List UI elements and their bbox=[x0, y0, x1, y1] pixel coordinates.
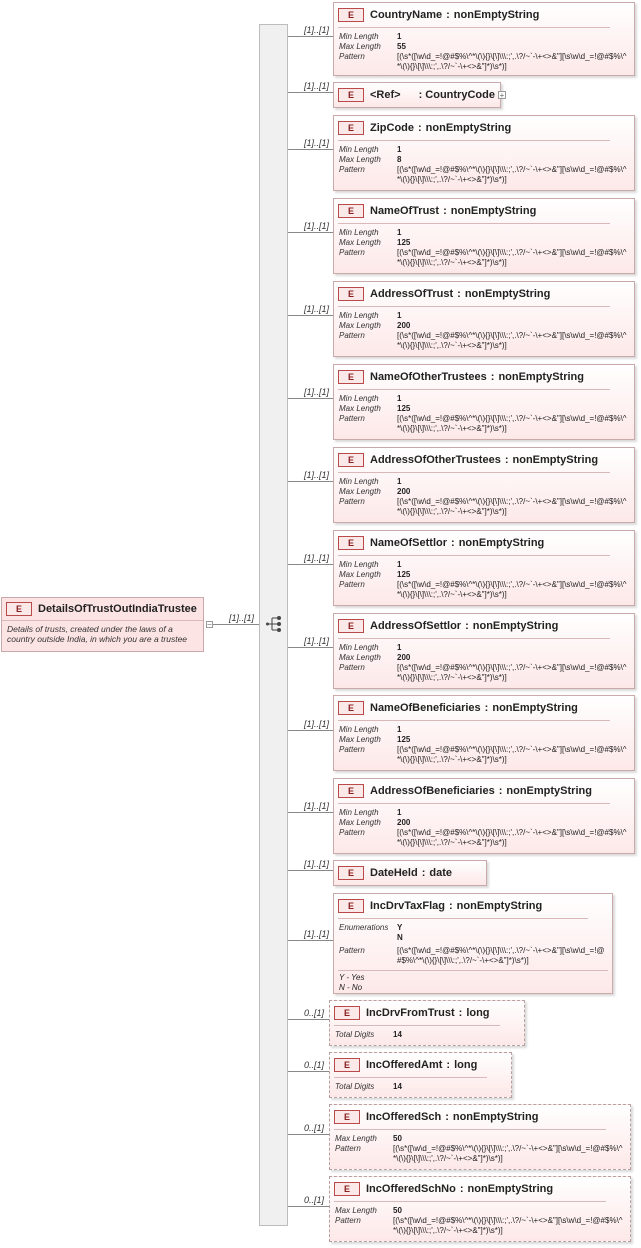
min-length-row-label: Min Length bbox=[339, 560, 379, 569]
max-length-row-label: Max Length bbox=[339, 735, 381, 744]
cardinality-label: [1]..[1] bbox=[304, 470, 330, 480]
connector-line bbox=[288, 1206, 329, 1207]
root-element-name: DetailsOfTrustOutIndiaTrustee bbox=[38, 603, 197, 615]
element-box-inc-drv-tax-flag[interactable] bbox=[333, 893, 613, 994]
cardinality-label: 0..[1] bbox=[304, 1008, 325, 1018]
root-element-documentation: Details of trusts, created under the laws of a country outside India, in which you are a trustee bbox=[7, 624, 188, 644]
element-header bbox=[334, 83, 500, 107]
element-badge-icon: E bbox=[338, 370, 364, 384]
pattern-row-label: Pattern bbox=[339, 946, 365, 955]
doc-separator bbox=[338, 970, 608, 971]
header-separator bbox=[338, 472, 610, 473]
min-length-row bbox=[334, 32, 634, 42]
element-header bbox=[334, 199, 634, 223]
element-badge-icon: E bbox=[338, 88, 364, 102]
min-length-row-label: Min Length bbox=[339, 808, 379, 817]
pattern-row-label: Pattern bbox=[339, 663, 365, 672]
connector-line bbox=[288, 481, 333, 482]
connector-line bbox=[288, 1134, 329, 1135]
element-name: NameOfSettlor bbox=[370, 537, 448, 549]
element-badge-icon: E bbox=[334, 1110, 360, 1124]
pattern-row bbox=[334, 946, 612, 966]
type-separator: : bbox=[445, 1111, 449, 1123]
element-header bbox=[330, 1177, 630, 1201]
enumerations-row-label: Enumerations bbox=[339, 923, 389, 932]
element-badge-icon: E bbox=[334, 1182, 360, 1196]
header-separator bbox=[338, 638, 610, 639]
type-separator: : bbox=[421, 867, 426, 879]
total-digits-row bbox=[330, 1030, 524, 1040]
max-length-row bbox=[330, 1206, 630, 1216]
total-digits-row bbox=[330, 1082, 511, 1092]
element-badge-icon: E bbox=[338, 784, 364, 798]
min-length-row bbox=[334, 228, 634, 238]
min-length-row-value: 1 bbox=[397, 560, 402, 569]
pattern-row-label: Pattern bbox=[339, 248, 365, 257]
element-badge-icon: E bbox=[338, 536, 364, 550]
pattern-row-value: [(\s*([\w\d_=!@#$%\^*\(\){}\[\]\\\:;',.\?/~`-\+<>&"][\s\w\d_=!@#$%\^*\(\){}\[\]\\\:;',.\?/~`-\+<>&"]*)\s*)] bbox=[397, 165, 627, 184]
min-length-row-label: Min Length bbox=[339, 643, 379, 652]
max-length-row bbox=[334, 570, 634, 580]
connector-line bbox=[288, 398, 333, 399]
min-length-row-label: Min Length bbox=[339, 725, 379, 734]
header-separator bbox=[338, 720, 610, 721]
element-type: nonEmptyString bbox=[472, 620, 559, 632]
max-length-row-label: Max Length bbox=[339, 404, 381, 413]
max-length-row bbox=[334, 487, 634, 497]
element-header bbox=[334, 3, 634, 27]
element-box-address-of-settlor[interactable] bbox=[333, 613, 635, 689]
type-separator: : bbox=[490, 371, 495, 383]
connector-line bbox=[288, 36, 333, 37]
type-separator: : bbox=[451, 537, 455, 549]
element-header bbox=[334, 614, 634, 638]
header-separator bbox=[338, 140, 610, 141]
element-type: nonEmptyString bbox=[492, 702, 578, 714]
element-name: DateHeld bbox=[370, 867, 418, 879]
max-length-row-label: Max Length bbox=[339, 238, 381, 247]
sequence-icon[interactable] bbox=[266, 615, 282, 633]
max-length-row-value: 8 bbox=[397, 155, 402, 164]
pattern-row-label: Pattern bbox=[339, 414, 365, 423]
pattern-row-label: Pattern bbox=[335, 1216, 361, 1225]
pattern-row-label: Pattern bbox=[339, 745, 365, 754]
pattern-row-value: [(\s*([\w\d_=!@#$%\^*\(\){}\[\]\\\:;',.\?/~`-\+<>&"][\s\w\d_=!@#$%\^*\(\){}\[\]\\\:;',.\?/~`-\+<>&"]*)\s*)] bbox=[397, 828, 627, 847]
type-separator: : bbox=[459, 1183, 464, 1195]
header-separator bbox=[338, 27, 610, 28]
element-header bbox=[330, 1001, 524, 1025]
element-box-inc-offered-sch-no[interactable] bbox=[329, 1176, 631, 1242]
max-length-row-value: 200 bbox=[397, 653, 411, 662]
min-length-row-label: Min Length bbox=[339, 228, 379, 237]
element-type: long bbox=[454, 1059, 478, 1071]
element-box-inc-offered-amt[interactable] bbox=[329, 1052, 512, 1098]
ref-label: <Ref> bbox=[370, 89, 401, 101]
max-length-row bbox=[334, 735, 634, 745]
connector-line bbox=[288, 870, 333, 871]
min-length-row-value: 1 bbox=[397, 477, 402, 486]
header-separator bbox=[338, 555, 610, 556]
max-length-row-value: 200 bbox=[397, 818, 411, 827]
pattern-row bbox=[334, 414, 634, 434]
element-box-name-of-beneficiaries[interactable] bbox=[333, 695, 635, 771]
connector-line bbox=[288, 232, 333, 233]
max-length-row bbox=[334, 404, 634, 414]
element-name: AddressOfBeneficiaries bbox=[370, 785, 495, 797]
connector-line bbox=[288, 647, 333, 648]
min-length-row-value: 1 bbox=[397, 311, 402, 320]
element-header bbox=[334, 894, 612, 918]
element-header bbox=[334, 282, 634, 306]
cardinality-label: 0..[1] bbox=[304, 1195, 325, 1205]
cardinality-label: [1]..[1] bbox=[304, 81, 330, 91]
connector-line bbox=[288, 564, 333, 565]
element-header bbox=[334, 531, 634, 555]
type-separator: : bbox=[457, 288, 461, 300]
max-length-row bbox=[334, 238, 634, 248]
min-length-row bbox=[334, 560, 634, 570]
element-type: nonEmptyString bbox=[467, 1183, 554, 1195]
max-length-row-value: 50 bbox=[393, 1134, 402, 1143]
total-digits-row-value: 14 bbox=[393, 1030, 402, 1039]
pattern-row bbox=[334, 828, 634, 848]
element-name: NameOfOtherTrustees bbox=[370, 371, 487, 383]
element-name: IncOfferedAmt bbox=[366, 1059, 443, 1071]
header-separator bbox=[334, 1025, 500, 1026]
element-box-inc-drv-from-trust[interactable] bbox=[329, 1000, 525, 1046]
element-badge-icon: E bbox=[338, 287, 364, 301]
pattern-row-label: Pattern bbox=[339, 165, 365, 174]
enumerations-row bbox=[334, 923, 612, 943]
expand-toggle[interactable]: + bbox=[499, 91, 505, 100]
element-type: nonEmptyString bbox=[452, 1111, 539, 1123]
element-name: IncDrvFromTrust bbox=[366, 1007, 455, 1019]
element-badge-icon: E bbox=[338, 121, 364, 135]
cardinality-label: [1]..[1] bbox=[304, 25, 330, 35]
pattern-row-label: Pattern bbox=[339, 580, 365, 589]
element-box-address-of-beneficiaries[interactable] bbox=[333, 778, 635, 854]
max-length-row bbox=[334, 42, 634, 52]
max-length-row bbox=[334, 653, 634, 663]
element-type: nonEmptyString bbox=[425, 122, 512, 134]
element-header bbox=[334, 365, 634, 389]
element-badge-icon: E bbox=[338, 619, 364, 633]
max-length-row-value: 50 bbox=[393, 1206, 402, 1215]
element-box-zip-code[interactable] bbox=[333, 115, 635, 191]
header-separator bbox=[338, 918, 588, 919]
element-name: AddressOfTrust bbox=[370, 288, 454, 300]
root-element-header bbox=[2, 598, 203, 621]
min-length-row-value: 1 bbox=[397, 808, 402, 817]
header-separator bbox=[338, 306, 610, 307]
connector-line bbox=[288, 315, 333, 316]
element-type: nonEmptyString bbox=[498, 371, 584, 383]
element-type: nonEmptyString bbox=[450, 205, 537, 217]
pattern-row bbox=[330, 1216, 630, 1236]
max-length-row-value: 200 bbox=[397, 487, 411, 496]
root-connector-line bbox=[213, 624, 259, 625]
min-length-row-value: 1 bbox=[397, 394, 402, 403]
min-length-row-value: 1 bbox=[397, 32, 402, 41]
element-header bbox=[334, 861, 486, 885]
element-badge-icon: E bbox=[338, 701, 364, 715]
element-name: IncDrvTaxFlag bbox=[370, 900, 445, 912]
header-separator bbox=[338, 803, 610, 804]
cardinality-label: [1]..[1] bbox=[304, 553, 330, 563]
cardinality-label: [1]..[1] bbox=[304, 801, 330, 811]
element-box-address-of-other-trustees[interactable] bbox=[333, 447, 635, 523]
root-element-box[interactable] bbox=[1, 597, 204, 652]
pattern-row bbox=[330, 1144, 630, 1164]
max-length-row-label: Max Length bbox=[339, 487, 381, 496]
pattern-row bbox=[334, 745, 634, 765]
max-length-row-label: Max Length bbox=[339, 818, 381, 827]
element-type: nonEmptyString bbox=[453, 9, 540, 21]
element-type: nonEmptyString bbox=[456, 900, 543, 912]
element-name: IncOfferedSchNo bbox=[366, 1183, 456, 1195]
min-length-row bbox=[334, 643, 634, 653]
cardinality-label: 0..[1] bbox=[304, 1123, 325, 1133]
element-type: date bbox=[429, 867, 452, 879]
pattern-row-label: Pattern bbox=[335, 1144, 361, 1153]
pattern-row-value: [(\s*([\w\d_=!@#$%\^*\(\){}\[\]\\\:;',.\?/~`-\+<>&"][\s\w\d_=!@#$%\^*\(\){}\[\]\\\:;',.\?/~`-\+<>&"]*)\s*)] bbox=[397, 580, 627, 599]
element-documentation: Y - Yes N - No bbox=[339, 973, 365, 992]
pattern-row-value: [(\s*([\w\d_=!@#$%\^*\(\){}\[\]\\\:;',.\?/~`-\+<>&"][\s\w\d_=!@#$%\^*\(\){}\[\]\\\:;',.\?/~`-\+<>&"]*)\s*)] bbox=[393, 1144, 623, 1163]
element-name: ZipCode bbox=[370, 122, 414, 134]
type-separator: : bbox=[484, 702, 489, 714]
max-length-row-value: 125 bbox=[397, 735, 411, 744]
element-box-country-code[interactable] bbox=[333, 82, 505, 108]
max-length-row-value: 125 bbox=[397, 570, 411, 579]
pattern-row-value: [(\s*([\w\d_=!@#$%\^*\(\){}\[\]\\\:;',.\?/~`-\+<>&"][\s\w\d_=!@#$%\^*\(\){}\[\]\\\:;',.\?/~`-\+<>&"]*)\s*)] bbox=[397, 745, 627, 764]
connector-line bbox=[288, 940, 333, 941]
max-length-row-value: 200 bbox=[397, 321, 411, 330]
min-length-row-label: Min Length bbox=[339, 311, 379, 320]
cardinality-label: [1]..[1] bbox=[304, 304, 330, 314]
type-separator: : bbox=[443, 205, 447, 217]
element-header bbox=[334, 448, 634, 472]
max-length-row-label: Max Length bbox=[339, 42, 381, 51]
connector-line bbox=[288, 1019, 329, 1020]
max-length-row bbox=[334, 155, 634, 165]
element-badge-icon: E bbox=[338, 899, 364, 913]
pattern-row-value: [(\s*([\w\d_=!@#$%\^*\(\){}\[\]\\\:;',.\?/~`-\+<>&"][\s\w\d_=!@#$%\^*\(\){}\[\]\\\:;',.\?/~`-\+<>&"]*)\s*)] bbox=[397, 497, 627, 516]
pattern-row-value: [(\s*([\w\d_=!@#$%\^*\(\){}\[\]\\\:;',.\?/~`-\+<>&"][\s\w\d_=!@#$%\^*\(\){}\[\]\\\:;',.\?/~`-\+<>&"]*)\s*)] bbox=[397, 52, 627, 71]
enumerations-row-value: Y N bbox=[397, 923, 403, 942]
element-box-country-name[interactable] bbox=[333, 2, 635, 76]
pattern-row bbox=[334, 248, 634, 268]
max-length-row bbox=[330, 1134, 630, 1144]
pattern-row-value: [(\s*([\w\d_=!@#$%\^*\(\){}\[\]\\\:;',.\?/~`-\+<>&"][\s\w\d_=!@#$%\^*\(\){}\[\]\\\:;',.\?/~`-\+<>&"]*)\s*)] bbox=[397, 946, 605, 965]
element-badge-icon: E bbox=[334, 1006, 360, 1020]
element-badge-icon: E bbox=[6, 602, 32, 616]
cardinality-label: [1]..[1] bbox=[304, 859, 330, 869]
element-type: long bbox=[466, 1007, 490, 1019]
cardinality-label: [1]..[1] bbox=[304, 138, 330, 148]
min-length-row-value: 1 bbox=[397, 725, 402, 734]
element-name: CountryName bbox=[370, 9, 443, 21]
type-separator: : bbox=[465, 620, 469, 632]
type-separator: : bbox=[446, 9, 450, 21]
max-length-row-label: Max Length bbox=[339, 321, 381, 330]
type-separator: : bbox=[449, 900, 453, 912]
element-badge-icon: E bbox=[338, 204, 364, 218]
element-name: IncOfferedSch bbox=[366, 1111, 442, 1123]
pattern-row bbox=[334, 165, 634, 185]
element-box-date-held[interactable] bbox=[333, 860, 487, 886]
element-name: AddressOfSettlor bbox=[370, 620, 462, 632]
connector-line bbox=[288, 92, 333, 93]
element-type: nonEmptyString bbox=[458, 537, 545, 549]
pattern-row bbox=[334, 580, 634, 600]
element-box-inc-offered-sch[interactable] bbox=[329, 1104, 631, 1170]
type-separator: : bbox=[498, 785, 503, 797]
header-separator bbox=[338, 223, 610, 224]
pattern-row bbox=[334, 497, 634, 517]
max-length-row-label: Max Length bbox=[335, 1206, 377, 1215]
element-name: AddressOfOtherTrustees bbox=[370, 454, 501, 466]
pattern-row-value: [(\s*([\w\d_=!@#$%\^*\(\){}\[\]\\\:;',.\?/~`-\+<>&"][\s\w\d_=!@#$%\^*\(\){}\[\]\\\:;',.\?/~`-\+<>&"]*)\s*)] bbox=[397, 414, 627, 433]
pattern-row-label: Pattern bbox=[339, 52, 365, 61]
element-header bbox=[330, 1105, 630, 1129]
element-name: NameOfTrust bbox=[370, 205, 440, 217]
type-separator: : bbox=[446, 1059, 451, 1071]
pattern-row bbox=[334, 663, 634, 683]
max-length-row-value: 55 bbox=[397, 42, 406, 51]
min-length-row bbox=[334, 145, 634, 155]
header-separator bbox=[334, 1201, 606, 1202]
max-length-row bbox=[334, 321, 634, 331]
pattern-row-label: Pattern bbox=[339, 331, 365, 340]
pattern-row bbox=[334, 331, 634, 351]
root-cardinality: [1]..[1] bbox=[229, 613, 255, 623]
min-length-row-value: 1 bbox=[397, 228, 402, 237]
pattern-row bbox=[334, 52, 634, 72]
pattern-row-value: [(\s*([\w\d_=!@#$%\^*\(\){}\[\]\\\:;',.\?/~`-\+<>&"][\s\w\d_=!@#$%\^*\(\){}\[\]\\\:;',.\?/~`-\+<>&"]*)\s*)] bbox=[397, 663, 627, 682]
element-header bbox=[334, 779, 634, 803]
min-length-row bbox=[334, 808, 634, 818]
element-box-address-of-trust[interactable] bbox=[333, 281, 635, 357]
header-separator bbox=[338, 389, 610, 390]
max-length-row bbox=[334, 818, 634, 828]
element-header bbox=[330, 1053, 511, 1077]
element-name: NameOfBeneficiaries bbox=[370, 702, 481, 714]
cardinality-label: [1]..[1] bbox=[304, 221, 330, 231]
connector-line bbox=[288, 812, 333, 813]
element-name: : CountryCode bbox=[418, 89, 495, 101]
total-digits-row-label: Total Digits bbox=[335, 1030, 375, 1039]
cardinality-label: [1]..[1] bbox=[304, 929, 330, 939]
type-separator: : bbox=[458, 1007, 463, 1019]
max-length-row-value: 125 bbox=[397, 404, 411, 413]
element-badge-icon: E bbox=[338, 866, 364, 880]
element-box-name-of-trust[interactable] bbox=[333, 198, 635, 274]
min-length-row-label: Min Length bbox=[339, 477, 379, 486]
element-box-name-of-settlor[interactable] bbox=[333, 530, 635, 606]
pattern-row-label: Pattern bbox=[339, 828, 365, 837]
min-length-row-label: Min Length bbox=[339, 145, 379, 154]
element-type: nonEmptyString bbox=[464, 288, 551, 300]
total-digits-row-value: 14 bbox=[393, 1082, 402, 1091]
min-length-row bbox=[334, 725, 634, 735]
element-badge-icon: E bbox=[338, 453, 364, 467]
pattern-row-value: [(\s*([\w\d_=!@#$%\^*\(\){}\[\]\\\:;',.\?/~`-\+<>&"][\s\w\d_=!@#$%\^*\(\){}\[\]\\\:;',.\?/~`-\+<>&"]*)\s*)] bbox=[397, 331, 627, 350]
element-box-name-of-other-trustees[interactable] bbox=[333, 364, 635, 440]
root-collapse-toggle[interactable]: − bbox=[207, 620, 212, 629]
cardinality-label: [1]..[1] bbox=[304, 387, 330, 397]
max-length-row-label: Max Length bbox=[339, 155, 381, 164]
cardinality-label: [1]..[1] bbox=[304, 636, 330, 646]
connector-line bbox=[288, 149, 333, 150]
connector-line bbox=[288, 1071, 329, 1072]
element-badge-icon: E bbox=[334, 1058, 360, 1072]
max-length-row-value: 125 bbox=[397, 238, 411, 247]
cardinality-label: [1]..[1] bbox=[304, 719, 330, 729]
pattern-row-value: [(\s*([\w\d_=!@#$%\^*\(\){}\[\]\\\:;',.\?/~`-\+<>&"][\s\w\d_=!@#$%\^*\(\){}\[\]\\\:;',.\?/~`-\+<>&"]*)\s*)] bbox=[393, 1216, 623, 1235]
element-badge-icon: E bbox=[338, 8, 364, 22]
type-separator: : bbox=[418, 122, 422, 134]
element-header bbox=[334, 696, 634, 720]
min-length-row bbox=[334, 311, 634, 321]
cardinality-label: 0..[1] bbox=[304, 1060, 325, 1070]
min-length-row-label: Min Length bbox=[339, 394, 379, 403]
max-length-row-label: Max Length bbox=[339, 570, 381, 579]
max-length-row-label: Max Length bbox=[339, 653, 381, 662]
header-separator bbox=[334, 1077, 487, 1078]
pattern-row-value: [(\s*([\w\d_=!@#$%\^*\(\){}\[\]\\\:;',.\?/~`-\+<>&"][\s\w\d_=!@#$%\^*\(\){}\[\]\\\:;',.\?/~`-\+<>&"]*)\s*)] bbox=[397, 248, 627, 267]
connector-line bbox=[288, 730, 333, 731]
type-separator: : bbox=[504, 454, 509, 466]
header-separator bbox=[334, 1129, 606, 1130]
element-type: nonEmptyString bbox=[512, 454, 599, 466]
min-length-row bbox=[334, 394, 634, 404]
max-length-row-label: Max Length bbox=[335, 1134, 377, 1143]
min-length-row-value: 1 bbox=[397, 643, 402, 652]
min-length-row bbox=[334, 477, 634, 487]
element-type: nonEmptyString bbox=[506, 785, 592, 797]
element-header bbox=[334, 116, 634, 140]
total-digits-row-label: Total Digits bbox=[335, 1082, 375, 1091]
min-length-row-label: Min Length bbox=[339, 32, 379, 41]
pattern-row-label: Pattern bbox=[339, 497, 365, 506]
min-length-row-value: 1 bbox=[397, 145, 402, 154]
